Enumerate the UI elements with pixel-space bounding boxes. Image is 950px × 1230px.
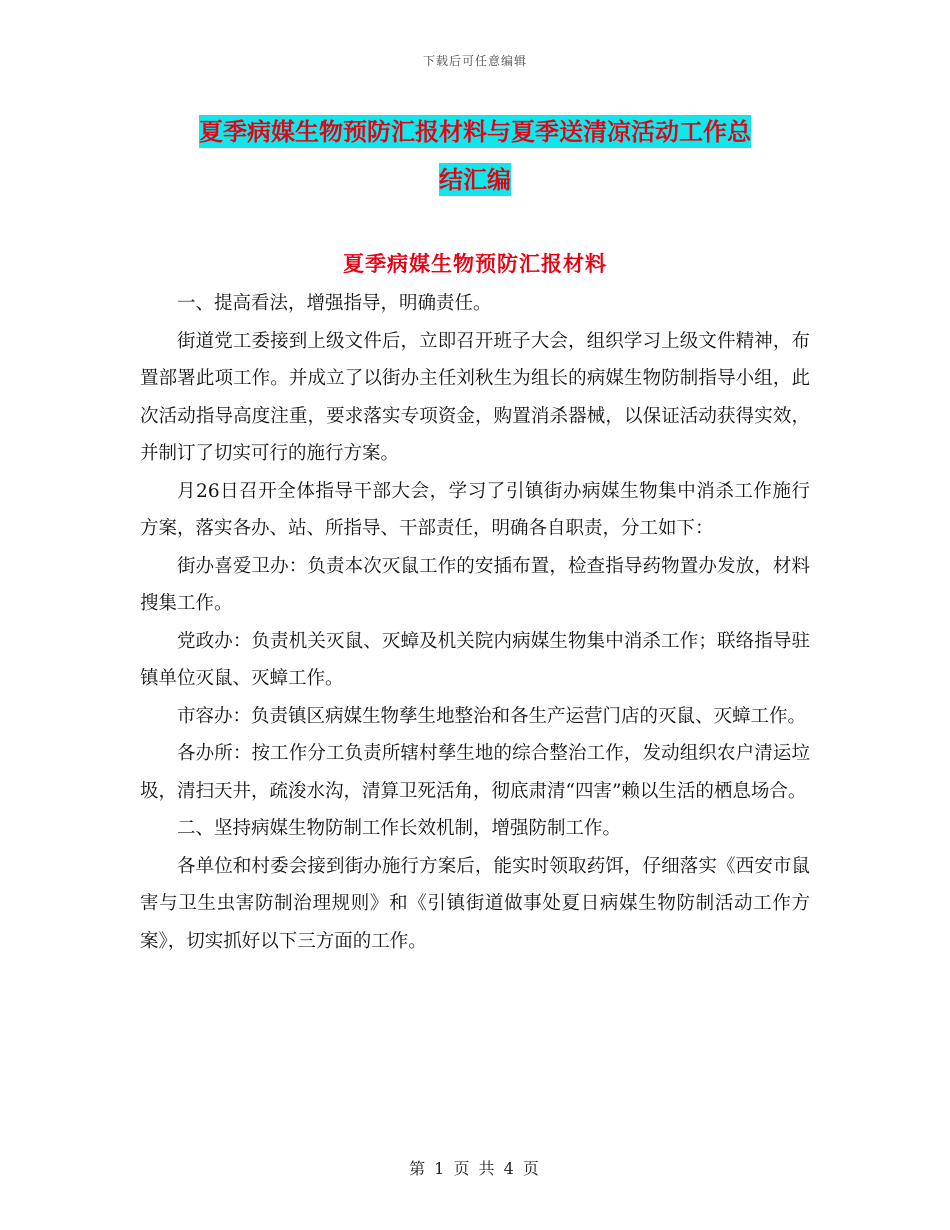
- page-header-note: 下载后可任意编辑: [422, 54, 527, 68]
- page-number: 第 1 页 共 4 页: [409, 1159, 541, 1178]
- paragraph: 各办所：按工作分工负责所辖村孳生地的综合整治工作，发动组织农户清运垃圾，清扫天井，疏浚水沟，清算卫死活角，彻底肃清“四害”赖以生活的栖息场合。: [140, 743, 810, 802]
- paragraph: 一、提高看法，增强指导，明确责任。: [177, 293, 492, 314]
- paragraph: 各单位和村委会接到街办施行方案后，能实时领取药饵，仔细落实《西安市鼠害与卫生虫害防制治理规则》和《引镇街道做事处夏日病媒生物防制活动工作方案》，切实抓好以下三方面的工作。: [140, 855, 810, 952]
- paragraph: 月26日召开全体指导干部大会，学习了引镇街办病媒生物集中消杀工作施行方案，落实各办、站、所指导、干部责任，明确各自职责，分工如下：: [140, 480, 810, 539]
- section-title: 夏季病媒生物预防汇报材料: [343, 251, 607, 276]
- document-title-line-1: 夏季病媒生物预防汇报材料与夏季送清凉活动工作总: [199, 117, 751, 146]
- paragraph: 街办喜爱卫办：负责本次灭鼠工作的安插布置，检查指导药物置办发放，材料搜集工作。: [140, 555, 810, 614]
- document-title-line-2: 结汇编: [439, 165, 511, 194]
- paragraph: 街道党工委接到上级文件后，立即召开班子大会，组织学习上级文件精神，布置部署此项工作。并成立了以街办主任刘秋生为组长的病媒生物防制指导小组，此次活动指导高度注重，要求落实专项资金，购置消杀器械，以保证活动获得实效，并制订了切实可行的施行方案。: [140, 330, 810, 464]
- paragraph: 党政办：负责机关灭鼠、灭蟑及机关院内病媒生物集中消杀工作；联络指导驻镇单位灭鼠、灭蟑工作。: [140, 630, 810, 689]
- paragraph: 二、坚持病媒生物防制工作长效机制，增强防制工作。: [177, 818, 622, 839]
- paragraph: 市容办：负责镇区病媒生物孳生地整治和各生产运营门店的灭鼠、灭蟑工作。: [177, 705, 807, 727]
- document-body: [140, 285, 810, 960]
- document-title: [140, 108, 810, 204]
